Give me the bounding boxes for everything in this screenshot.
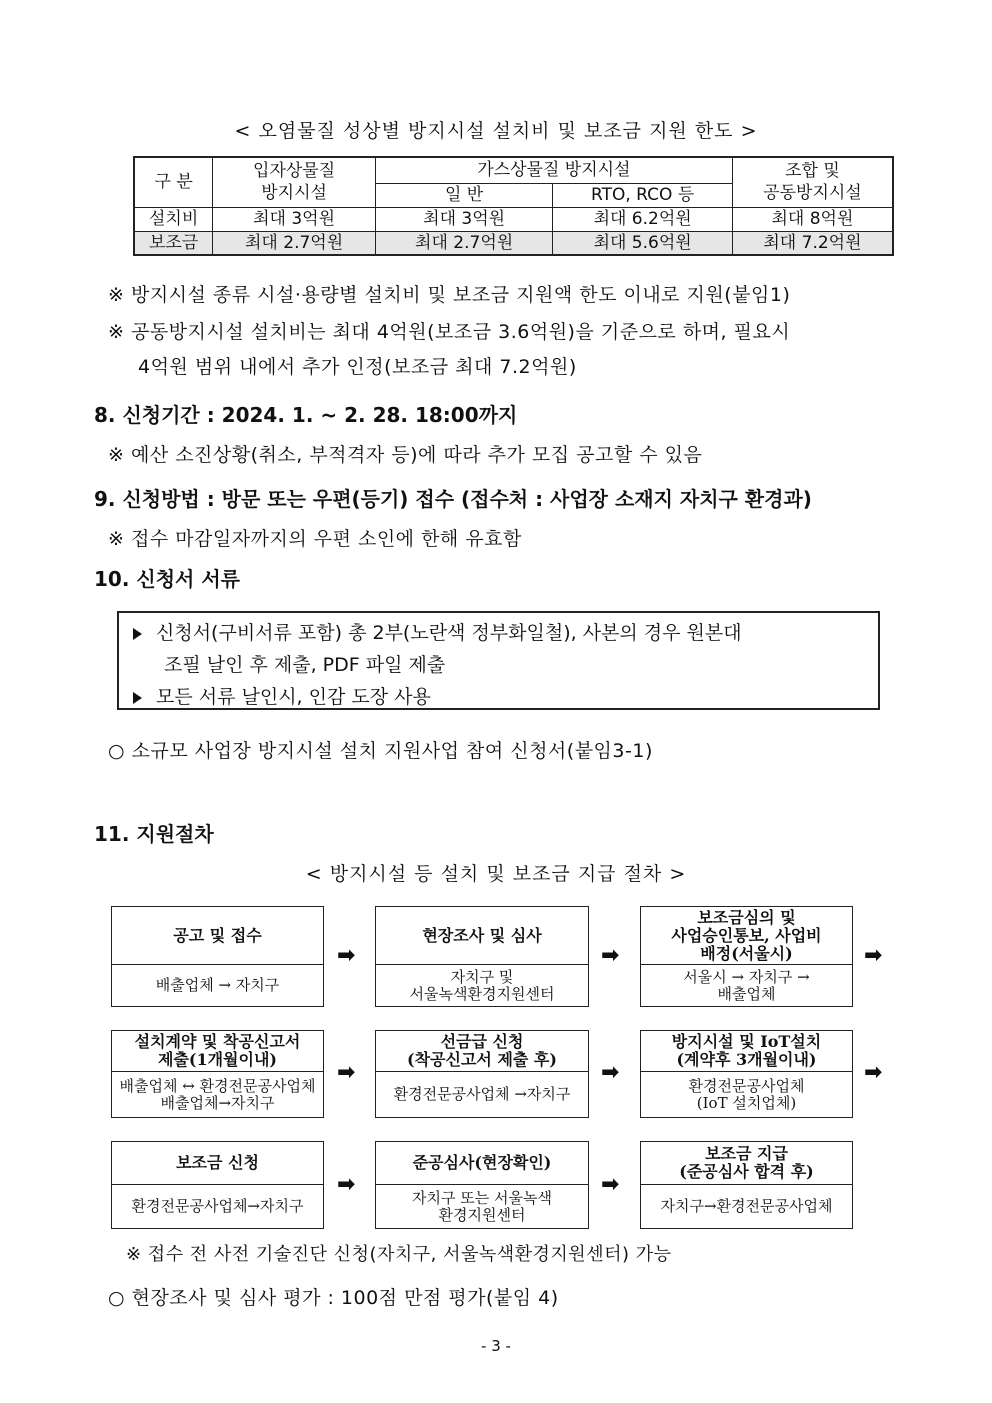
- step-7: 보조금 신청 환경전문공사업체→자치구: [111, 1141, 324, 1229]
- arrow-right-icon: ➡: [337, 943, 356, 968]
- table-cell: 최대 8억원: [732, 207, 893, 231]
- header-particle: 입자상물질 방지시설: [213, 157, 376, 207]
- section-9-note: ※ 접수 마감일자까지의 우편 소인에 한해 유효함: [108, 528, 522, 550]
- support-limit-table: [133, 156, 894, 256]
- documents-line-2: 조필 날인 후 제출, PDF 파일 제출: [164, 654, 446, 676]
- documents-line-1: 신청서(구비서류 포함) 총 2부(노란색 정부화일철), 사본의 경우 원본대: [133, 618, 742, 645]
- table-row-subsidy: [134, 231, 893, 255]
- header-gas-general: 일 반: [375, 183, 553, 207]
- note-coop-cost: ※ 공동방지시설 설치비는 최대 4억원(보조금 3.6억원)을 기준으로 하며, 필요시: [108, 321, 791, 343]
- table-cell: 최대 3억원: [213, 207, 376, 231]
- table-caption: < 오염물질 성상별 방지시설 설치비 및 보조금 지원 한도 >: [234, 120, 758, 142]
- arrow-right-icon: ➡: [864, 1060, 883, 1085]
- step-5: 선금급 신청 (착공신고서 제출 후) 환경전문공사업체 →자치구: [375, 1030, 589, 1118]
- arrow-right-icon: ➡: [601, 1060, 620, 1085]
- arrow-right-icon: ➡: [864, 943, 883, 968]
- documents-line-3: 모든 서류 날인시, 인감 도장 사용: [133, 682, 431, 709]
- section-10-heading: 10. 신청서 서류: [94, 567, 240, 591]
- table-cell: 최대 6.2억원: [553, 207, 733, 231]
- table-cell: 최대 2.7억원: [375, 231, 553, 255]
- header-category: 구 분: [134, 157, 213, 207]
- step-4: 설치계약 및 착공신고서 제출(1개월이내) 배출업체 ↔ 환경전문공사업체 배출업체→자치구: [111, 1030, 324, 1118]
- row-label: 보조금: [134, 231, 213, 255]
- section-11-item: ○ 현장조사 및 심사 평가 : 100점 만점 평가(붙임 4): [108, 1287, 559, 1309]
- section-8-note: ※ 예산 소진상황(취소, 부적격자 등)에 따라 추가 모집 공고할 수 있음: [108, 444, 703, 466]
- arrow-right-icon: ➡: [601, 1172, 620, 1197]
- step-8: 준공심사(현장확인) 자치구 또는 서울녹색 환경지원센터: [375, 1141, 589, 1229]
- step-3: 보조금심의 및 사업승인통보, 사업비 배정(서울시) 서울시 → 자치구 → 배출업체: [640, 906, 853, 1007]
- arrow-right-icon: ➡: [337, 1060, 356, 1085]
- table-cell: 최대 7.2억원: [732, 231, 893, 255]
- documents-box: [117, 611, 880, 710]
- note-limit: ※ 방지시설 종류 시설·용량별 설치비 및 보조금 지원액 한도 이내로 지원(붙임1): [108, 284, 791, 306]
- note-coop-cost-cont: 4억원 범위 내에서 추가 인정(보조금 최대 7.2억원): [138, 356, 577, 378]
- table-cell: 최대 2.7억원: [213, 231, 376, 255]
- section-9-heading: 9. 신청방법 : 방문 또는 우편(등기) 접수 (접수처 : 사업장 소재지 자치구 환경과): [94, 487, 812, 511]
- table-cell: 최대 5.6억원: [553, 231, 733, 255]
- table-row-install-cost: [134, 207, 893, 231]
- page-number: - 3 -: [481, 1337, 511, 1355]
- header-gas-rto: RTO, RCO 등: [553, 183, 733, 207]
- arrow-right-icon: ➡: [601, 943, 620, 968]
- header-coop: 조합 및 공동방지시설: [732, 157, 893, 207]
- step-1: 공고 및 접수 배출업체 → 자치구: [111, 906, 324, 1007]
- section-10-item: ○ 소규모 사업장 방지시설 설치 지원사업 참여 신청서(붙임3-1): [108, 740, 653, 762]
- bullet-triangle-icon: [133, 628, 142, 640]
- table-cell: 최대 3억원: [375, 207, 553, 231]
- arrow-right-icon: ➡: [337, 1172, 356, 1197]
- procedure-note: ※ 접수 전 사전 기술진단 신청(자치구, 서울녹색환경지원센터) 가능: [126, 1244, 672, 1265]
- step-2: 현장조사 및 심사 자치구 및 서울녹색환경지원센터: [375, 906, 589, 1007]
- row-label: 설치비: [134, 207, 213, 231]
- step-6: 방지시설 및 IoT설치 (계약후 3개월이내) 환경전문공사업체 (IoT 설치업체): [640, 1030, 853, 1118]
- bullet-triangle-icon: [133, 692, 142, 704]
- section-8-heading: 8. 신청기간 : 2024. 1. ~ 2. 28. 18:00까지: [94, 403, 518, 427]
- step-9: 보조금 지급 (준공심사 합격 후) 자치구→환경전문공사업체: [640, 1141, 853, 1229]
- section-11-heading: 11. 지원절차: [94, 822, 214, 846]
- header-gas: 가스상물질 방지시설: [375, 157, 732, 183]
- procedure-caption: < 방지시설 등 설치 및 보조금 지급 절차 >: [305, 863, 687, 885]
